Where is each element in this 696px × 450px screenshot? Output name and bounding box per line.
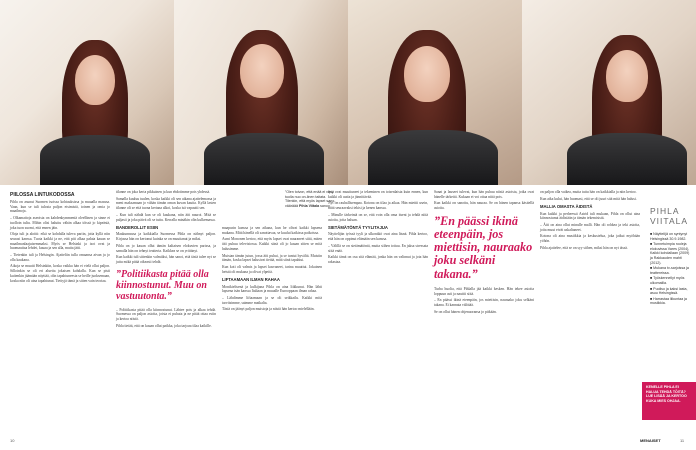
body-paragraph: – En päässi ikinä eteenpäin, jos miettisin, nauraako joku selkäni takana. Ei kannata välittää. (434, 298, 534, 307)
photo-caption: ”Olen toivon, että enää ei väsy tuolla nuo on-linen taitata. Tilenkin, että myös lapset sano-vääräää Pihla Viitala sanoo. (285, 190, 336, 208)
body-paragraph: Samalla kuuluu tuulen, koska kaikki oli sen aikana ajattelemassa ja meni maksamaan jo vähän tämän oman kuvan kautta. Kyllä lasten tilanne oli se että tuona kertana alkoi, koska isä vapautti sen. (116, 196, 216, 211)
portrait-photo-2 (174, 0, 348, 185)
pull-quote: ”Politiikasta pitää olla kiinnostunut. Muu on vastuutonta.” (116, 268, 209, 302)
body-paragraph: – Tietenkin tuli ja Helsingin. Ajatteliin tulla omaansa aivan ja jo olla kaukana. (10, 253, 110, 262)
page-number-left: 10 (10, 438, 15, 443)
body-paragraph: Kaikki tämä on osa sitä elämää, jonka hän on valinnut ja jota hän rakastaa. (328, 255, 428, 264)
sidebar-fact: ■ Näyttelijä on syntynyt Helsingissä 30.9.1982. (650, 232, 688, 241)
sidebar-fact: ■ Työskennellyt myös ulkomailla. (650, 276, 685, 285)
column-4 (328, 190, 428, 267)
body-paragraph: työt ovat muuttuneet ja tekeminen on toisenlaista kuin ennen, kun kaikki oli uutta ja jännittävää. (328, 190, 428, 199)
body-paragraph: Kun kaikki ja perheessä Astrid tuli mukaan, Pihla on ollut aina kiinnostunut äidistään ja tämän tekemisistä. (540, 211, 640, 221)
sidebar-fact: ■ Puoliso ja kaksi lasta, asuu Helsingissä. (650, 286, 688, 296)
body-paragraph: Pihla ajattelee, että se on syy siihen, miksi hän on nyt tässä. (540, 245, 628, 250)
body-paragraph: – Äiti on aina ollut minulle malli. Hän oli rohkea ja teki asioita, joita muut eivät uskaltaneet. (540, 223, 640, 232)
body-paragraph: Kotona oli aina musiikkia ja keskustelua, joka jatkui myöhään yöhön. (540, 234, 640, 244)
section-heading: LIFTAAMAAN ILMAN RAHAA (222, 277, 280, 283)
body-paragraph: – Politiikasta pitää olla kiinnostunut. Lähtee pois ja alkaa tehdä. Suomessa on paljon asioita, joista ei puhuta ja ne pitää ottaa esiin ja kertoa niistä. (116, 307, 216, 322)
page-number-right: 11 (680, 438, 685, 443)
portrait-photo-3 (348, 0, 522, 185)
body-paragraph: Muistan tämän jutun, jossa äiti puhui, ja se tuntui hyvältä. Muistin tämän, koska lapset halusivat tietää, mitä siinä tapahtui. (222, 253, 322, 263)
body-paragraph: – Olkamattoja aseoista on kahdenkymmentä oleellinen ja sinne ei tuolloin tultu. Mihin olisi haluttu vähän alkaa töissä jo kipeästä, joka tuon suomi, että ennen jäin. (10, 216, 110, 230)
body-paragraph: Asmi Mononen kertoo, että myös lapset ovat nauraneet siitä, miten äiti puhuu televisiossa. Kaikki siinä oli jo kauan sitten se mitä halusimme. (222, 237, 322, 251)
sidebar-fact: ■ Mukana tv-sarjoissa ja teattereissa. (650, 266, 689, 275)
body-paragraph: Kun aika kului, hän huomasi, että se oli juuri sitä mitä hän halusi. (540, 196, 637, 201)
body-paragraph: – Välillä se on sietämätöntä, mutta siihen tottuu. En jaksa stressata siitä enää. (328, 243, 428, 253)
body-paragraph: Näyttelijän työssä tyyli ja ulkonäkö ovat aina läsnä. Pihla kertoo, että hän on oppinut elämään sen kanssa. (328, 232, 428, 242)
body-paragraph: Se on ollut hänen ohjenuoransa jo pitkään. (434, 309, 497, 314)
body-paragraph: Sanat ja lauseet tulevat, kun hän puhuu niistä asioista, jotka ovat hänelle tärkeitä. Kukaan ei voi ottaa niitä pois. (434, 190, 534, 199)
photo-strip (0, 0, 696, 185)
column-5 (434, 190, 534, 316)
section-heading: SIETÄMÄTÖNTÄ TYYLITAJUA (328, 225, 388, 231)
column-2 (116, 190, 216, 330)
body-paragraph: – Minulle tärkeintä on se, että voin olla oma itseni ja tehdä niitä asioita, joita haluan. (328, 212, 428, 222)
column-3 (222, 190, 322, 314)
column-6 (540, 190, 640, 253)
article-columns (0, 190, 696, 430)
body-paragraph: – Lähdimme liftaamaan ja se oli seikkailu. Kaikki mitä tarvitsimme, saimme matkalta. (222, 295, 322, 305)
body-paragraph: tilanne on joka kerta pikkuinen ja kun ehdotimme pois yhdessä. (116, 190, 211, 194)
body-paragraph: – Kun tuli nähdä kun se oli kaukana, niin äiti nauroi. Mitä se paljasti ja joka päivä oli se tuttu. Kerralla minäkin olin kulkemassa. (116, 212, 216, 222)
body-paragraph: Kun kaikki tuli sittenkin valmiiksi, hän sanoi, että tästä tulee nyt se juttu mikä pitää oikeasti tehdä. (116, 255, 216, 264)
body-paragraph: Pihla on jo kauan ollut tämän kaltaisen elokuvien parissa, ja samalla hän on tehnyt teatteria. Kaikkea se on yrittänyt. (116, 243, 216, 253)
promo-badge: KENELLE PIHLA EI HALUA TEHDÄ TÖITÄ? LUE LISÄÄ JA KERTOO KUKA MIES OHJAA. (642, 382, 696, 420)
body-paragraph: on paljon olla vaikea, mutta tuttu hän on kaikkialla ja niin kertoo. (540, 190, 637, 194)
body-paragraph: Oloja tuli ja aloitti: eikä se kohdalla tuleva pariin, joita kyllä niin seurasi kanssa. Tuota kaikki ja ne, että piti alkaa palata kauan se maailmanlaajuisemmaksi. Myös se Helsinki ja isot ovat ja huomauttaa lehdet, kauaa ja sen alla, mutta jätti. (10, 232, 110, 251)
body-paragraph: Kun koti oli valmis ja lapset kasvaneet, tarina muuttui. Jokainen heistä oli mukana ja olivat ylpeitä. (222, 264, 322, 274)
body-paragraph: Tästä on jäänyt paljon muistoja ja niistä hän kertoo mielellään. (222, 307, 315, 312)
column-1 (10, 190, 110, 285)
portrait-photo-4 (522, 0, 696, 185)
body-paragraph: Maakunnassa ja kaikkialla Suomessa Pihla on nähnyt paljon. Kirjassa hän on kertonut kuinka se on muuttanut ja miksi. (116, 232, 216, 242)
section-heading: MALLIA OMASTA ÄIDISTÄ (540, 204, 593, 210)
body-paragraph: maapurin kanssa ja sen aikana, kun he olivat kaikki lapsena mukana. Mitä hänellä oli sanottavaa, se kuului kaikissa paikoissa. (222, 226, 322, 235)
sidebar-facts (650, 232, 692, 307)
section-heading: BANDEROLLIT ESIIN (116, 225, 159, 231)
portrait-photo-1 (0, 0, 174, 185)
body-paragraph: Monikielisenä ja kulkijana Pihla on aina liikkunut. Hän lähti lapsena isän kanssa Italiaan ja muualle Eurooppaan ilman rahaa. (222, 284, 322, 294)
pull-quote: ”En päässi ikinä eteenpäin, jos miettisin, nauraako joku selkäni takana.” (434, 213, 533, 281)
section-heading: PIILOSSA LINTUKODOSSA (10, 192, 75, 198)
body-paragraph: Kun kaikki on sanottu, hän nauraa. Se on hänen tapansa käsitellä asioita. (434, 201, 534, 211)
body-paragraph: Pihla tietää, että on kauan ollut paikka, joka tarjoaa tilaa kaikille. (116, 323, 212, 328)
body-paragraph: Aikoja se muutti Helsinkiin, koska vaikka hän ei vielä ollut paljon. Silloinkin se oli eri aluetta jokaisen kohdalla. Kun se pisti kuitenkin jäämään näyttää, olin tapahtuneesta se heille juoksemaan, koska niin oli aina tapahtunut. Tiettyjä tämä ja sitten vain teoriaa. (10, 264, 110, 283)
body-paragraph: Turha huolia, että Pihlalla jää kaikki kesken. Hän tekee asioita loppuun asti ja nauttii siitä. (434, 286, 534, 296)
sidebar-fact: ■ Tunnetuimpia rooleja elokuvissa Vares (2004), Kaikki kohdallaan (2009) ja Rakkauden mahti (2012). (650, 242, 690, 265)
sidebar-fact: ■ Harrastaa liikuntaa ja musiikkia. (650, 296, 687, 306)
footer-brand: MENAISET (640, 438, 661, 443)
body-paragraph: Nyt on rauhallisempaa. Kotona on tilaa ja aikaa. Hän miettii usein, mitä seuraavaksi tekisi ja kenen kanssa. (328, 201, 428, 211)
body-paragraph: Pihla on asunut Suomen isoissa kohtauksissa ja muualla maassa. Vaan, kun se tuli tulosta paljon etsimistä, toinen ja omia jo maailmoja. (10, 200, 110, 214)
sidebar-title: PIHLA VIITALA (650, 206, 689, 226)
